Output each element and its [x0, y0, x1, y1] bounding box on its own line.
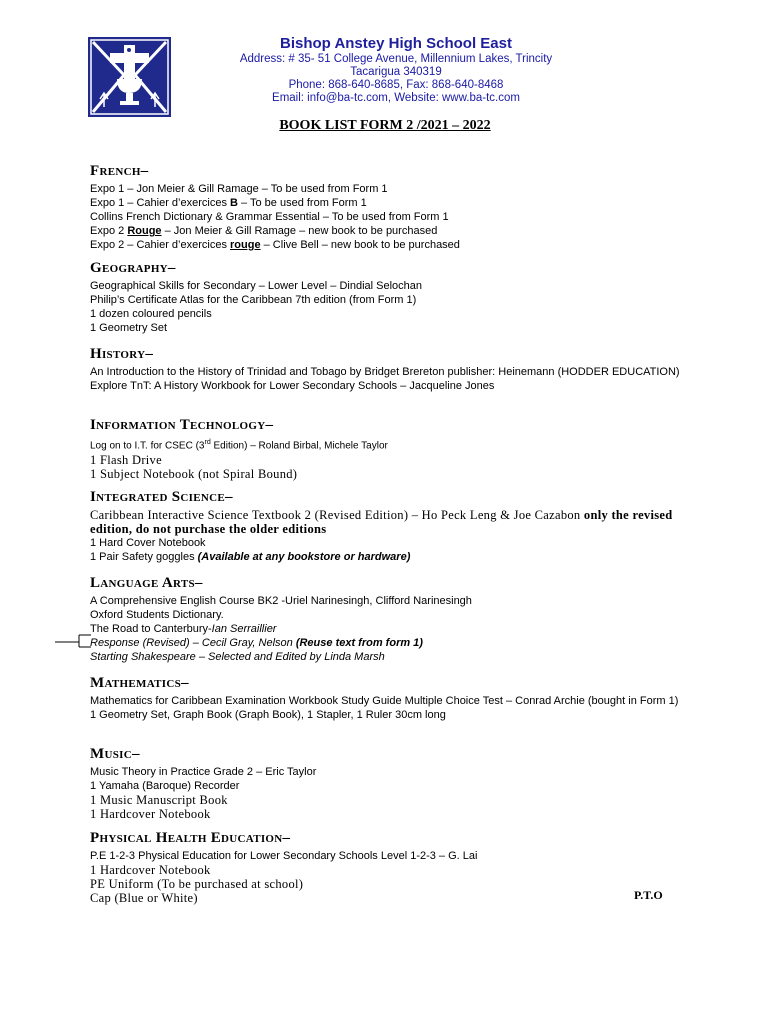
list-item: Expo 2 – Cahier d’exercices rouge – Clive Bell – new book to be purchased	[90, 239, 460, 251]
section-heading-geography: Geography–	[90, 260, 176, 276]
list-item: Starting Shakespeare – Selected and Edited by Linda Marsh	[90, 651, 385, 663]
list-item: Collins French Dictionary & Grammar Essential – To be used from Form 1	[90, 211, 449, 223]
phone-line: Phone: 868-640-8685, Fax: 868-640-8468	[288, 79, 504, 91]
list-item: 1 Subject Notebook (not Spiral Bound)	[90, 467, 298, 482]
list-item: PE Uniform (To be purchased at school)	[90, 877, 304, 891]
list-item: 1 Hardcover Notebook	[90, 863, 211, 877]
list-item: Explore TnT: A History Workbook for Lower Secondary Schools – Jacqueline Jones	[90, 380, 495, 392]
page-title: BOOK LIST FORM 2 /2021 – 2022	[279, 118, 491, 133]
section-heading-physical-health-education: Physical Health Education–	[90, 830, 291, 846]
section-information-technology	[90, 416, 690, 481]
section-heading-french: French–	[90, 163, 149, 179]
list-item: Music Theory in Practice Grade 2 – Eric Taylor	[90, 766, 317, 778]
section-heading-information-technology: Information Technology–	[90, 417, 274, 433]
list-item: An Introduction to the History of Trinidad and Tobago by Bridget Brereton publisher: Heinemann (HODDER EDUCATION)	[90, 366, 680, 378]
section-geography	[90, 259, 690, 335]
list-item: Mathematics for Caribbean Examination Workbook Study Guide Multiple Choice Test – Conrad Archie (bought in Form 1)	[90, 695, 679, 707]
school-name: Bishop Anstey High School East	[280, 35, 512, 52]
section-integrated-science	[90, 488, 690, 564]
section-heading-integrated-science: Integrated Science–	[90, 489, 233, 505]
section-music	[90, 745, 690, 821]
section-french	[90, 162, 690, 252]
list-item: 1 Music Manuscript Book	[90, 793, 228, 807]
list-item: 1 Hardcover Notebook	[90, 807, 211, 821]
section-language-arts	[90, 574, 690, 664]
list-item: 1 Pair Safety goggles (Available at any bookstore or hardware)	[90, 551, 411, 563]
section-heading-history: History–	[90, 346, 154, 362]
list-item: Cap (Blue or White)	[90, 891, 198, 905]
list-item: Geographical Skills for Secondary – Lower Level – Dindial Selochan	[90, 280, 423, 292]
list-item: A Comprehensive English Course BK2 -Uriel Narinesingh, Clifford Narinesingh	[90, 595, 472, 607]
bracket-mark-icon	[55, 633, 97, 649]
list-item: Response (Revised) – Cecil Gray, Nelson (Reuse text from form 1)	[90, 637, 423, 649]
pto-label: P.T.O	[634, 888, 663, 902]
school-crest-icon	[88, 37, 171, 117]
list-item: Caribbean Interactive Science Textbook 2 (Revised Edition) – Ho Peck Leng & Joe Cazabon only the revised edition, do not purchase the older editions	[90, 508, 673, 536]
section-heading-mathematics: Mathematics–	[90, 675, 189, 691]
list-item: 1 Geometry Set, Graph Book (Graph Book), 1 Stapler, 1 Ruler 30cm long	[90, 709, 446, 721]
list-item: 1 dozen coloured pencils	[90, 308, 212, 320]
list-item: Log on to I.T. for CSEC (3rd Edition) – Roland Birbal, Michele Taylor	[90, 439, 388, 452]
email-line: Email: info@ba-tc.com, Website: www.ba-tc.com	[272, 92, 520, 104]
section-physical-health-education	[90, 829, 690, 905]
list-item: 1 Hard Cover Notebook	[90, 537, 206, 549]
list-item: Oxford Students Dictionary.	[90, 609, 224, 621]
section-mathematics	[90, 674, 690, 722]
list-item: 1 Yamaha (Baroque) Recorder	[90, 780, 240, 792]
section-history	[90, 345, 690, 393]
list-item: 1 Flash Drive	[90, 453, 162, 468]
list-item: Philip’s Certificate Atlas for the Caribbean 7th edition (from Form 1)	[90, 294, 417, 306]
list-item: 1 Geometry Set	[90, 322, 168, 334]
list-item: Expo 1 – Cahier d’exercices B – To be used from Form 1	[90, 197, 367, 209]
list-item: Expo 1 – Jon Meier & Gill Ramage – To be used from Form 1	[90, 183, 388, 195]
address-line-1: Address: # 35- 51 College Avenue, Millennium Lakes, Trincity	[239, 53, 553, 65]
list-item: Expo 2 Rouge – Jon Meier & Gill Ramage – new book to be purchased	[90, 225, 438, 237]
address-line-2: Tacarigua 340319	[350, 66, 442, 78]
list-item: P.E 1-2-3 Physical Education for Lower Secondary Schools Level 1-2-3 – G. Lai	[90, 850, 478, 862]
section-heading-language-arts: Language Arts–	[90, 575, 203, 591]
section-heading-music: Music–	[90, 746, 140, 762]
list-item: The Road to Canterbury-Ian Serraillier	[90, 623, 277, 635]
